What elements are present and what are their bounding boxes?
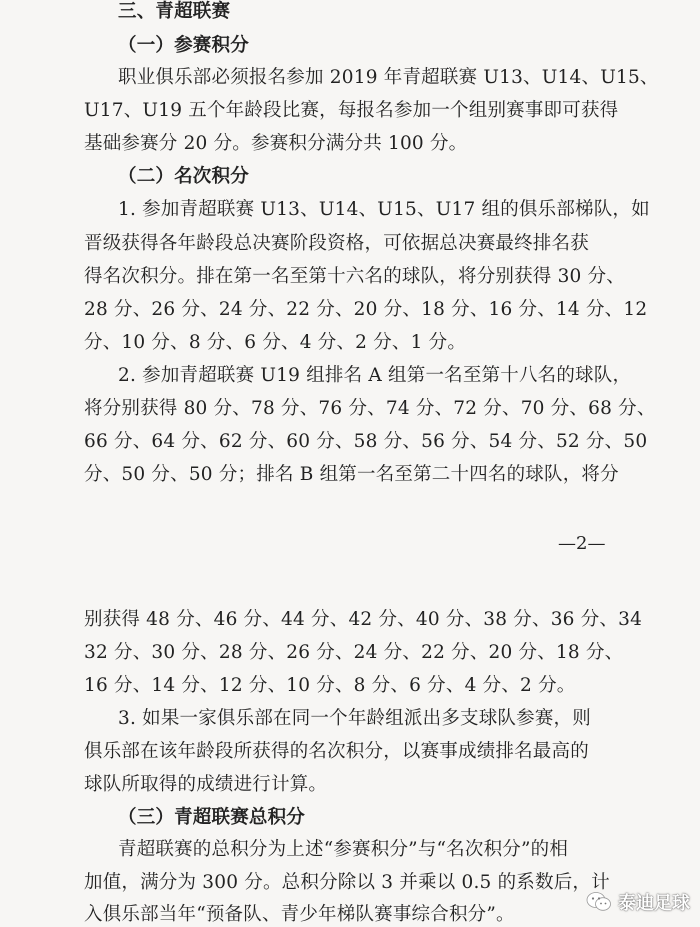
paragraph-line: 分、10 分、8 分、6 分、4 分、2 分、1 分。 (84, 332, 467, 353)
paragraph-line: 16 分、14 分、12 分、10 分、8 分、6 分、4 分、2 分。 (84, 675, 576, 696)
paragraph-line: 分、50 分、50 分；排名 B 组第一名至第二十四名的球队，将分 (84, 464, 619, 485)
paragraph-line: 球队所取得的成绩进行计算。 (84, 774, 328, 795)
paragraph-line: 1. 参加青超联赛 U13、U14、U15、U17 组的俱乐部梯队，如 (118, 199, 650, 220)
paragraph-line: 职业俱乐部必须报名参加 2019 年青超联赛 U13、U14、U15、 (118, 67, 659, 88)
paragraph-line: 入俱乐部当年“预备队、青少年梯队赛事综合积分”。 (84, 904, 515, 925)
subsection-title-ranking-points: （二）名次积分 (118, 166, 249, 187)
paragraph-line: 3. 如果一家俱乐部在同一个年龄组派出多支球队参赛，则 (118, 708, 591, 729)
paragraph-line: 加值，满分为 300 分。总积分除以 3 并乘以 0.5 的系数后，计 (84, 872, 610, 893)
subsection-title-entry-points: （一）参赛积分 (118, 35, 249, 56)
watermark-text: 泰迪足球 (618, 893, 690, 914)
paragraph-line: 基础参赛分 20 分。参赛积分满分共 100 分。 (84, 133, 468, 154)
paragraph-line: 得名次积分。排在第一名至第十六名的球队，将分别获得 30 分、 (84, 266, 626, 287)
subsection-title-total-points: （三）青超联赛总积分 (118, 807, 306, 828)
paragraph-line: 别获得 48 分、46 分、44 分、42 分、40 分、38 分、36 分、34 (84, 609, 643, 630)
page-number: —2— (558, 533, 606, 554)
paragraph-line: 2. 参加青超联赛 U19 组排名 A 组第一名至第十八名的球队， (118, 365, 632, 386)
paragraph-line: 28 分、26 分、24 分、22 分、20 分、18 分、16 分、14 分、12 (84, 299, 648, 320)
paragraph-line: 32 分、30 分、28 分、26 分、24 分、22 分、20 分、18 分、 (84, 642, 624, 663)
paragraph-line: 俱乐部在该年龄段所获得的名次积分，以赛事成绩排名最高的 (84, 741, 589, 762)
section-title: 三、青超联赛 (118, 1, 231, 22)
paragraph-line: U17、U19 五个年龄段比赛，每报名参加一个组别赛事即可获得 (84, 100, 619, 121)
paragraph-line: 晋级获得各年龄段总决赛阶段资格，可依据总决赛最终排名获 (84, 233, 589, 254)
paragraph-line: 青超联赛的总积分为上述“参赛积分”与“名次积分”的相 (118, 839, 569, 860)
watermark (586, 889, 690, 915)
wechat-icon (586, 891, 612, 913)
paragraph-line: 将分别获得 80 分、78 分、76 分、74 分、72 分、70 分、68 分、 (84, 398, 656, 419)
paragraph-line: 66 分、64 分、62 分、60 分、58 分、56 分、54 分、52 分、50 (84, 431, 648, 452)
